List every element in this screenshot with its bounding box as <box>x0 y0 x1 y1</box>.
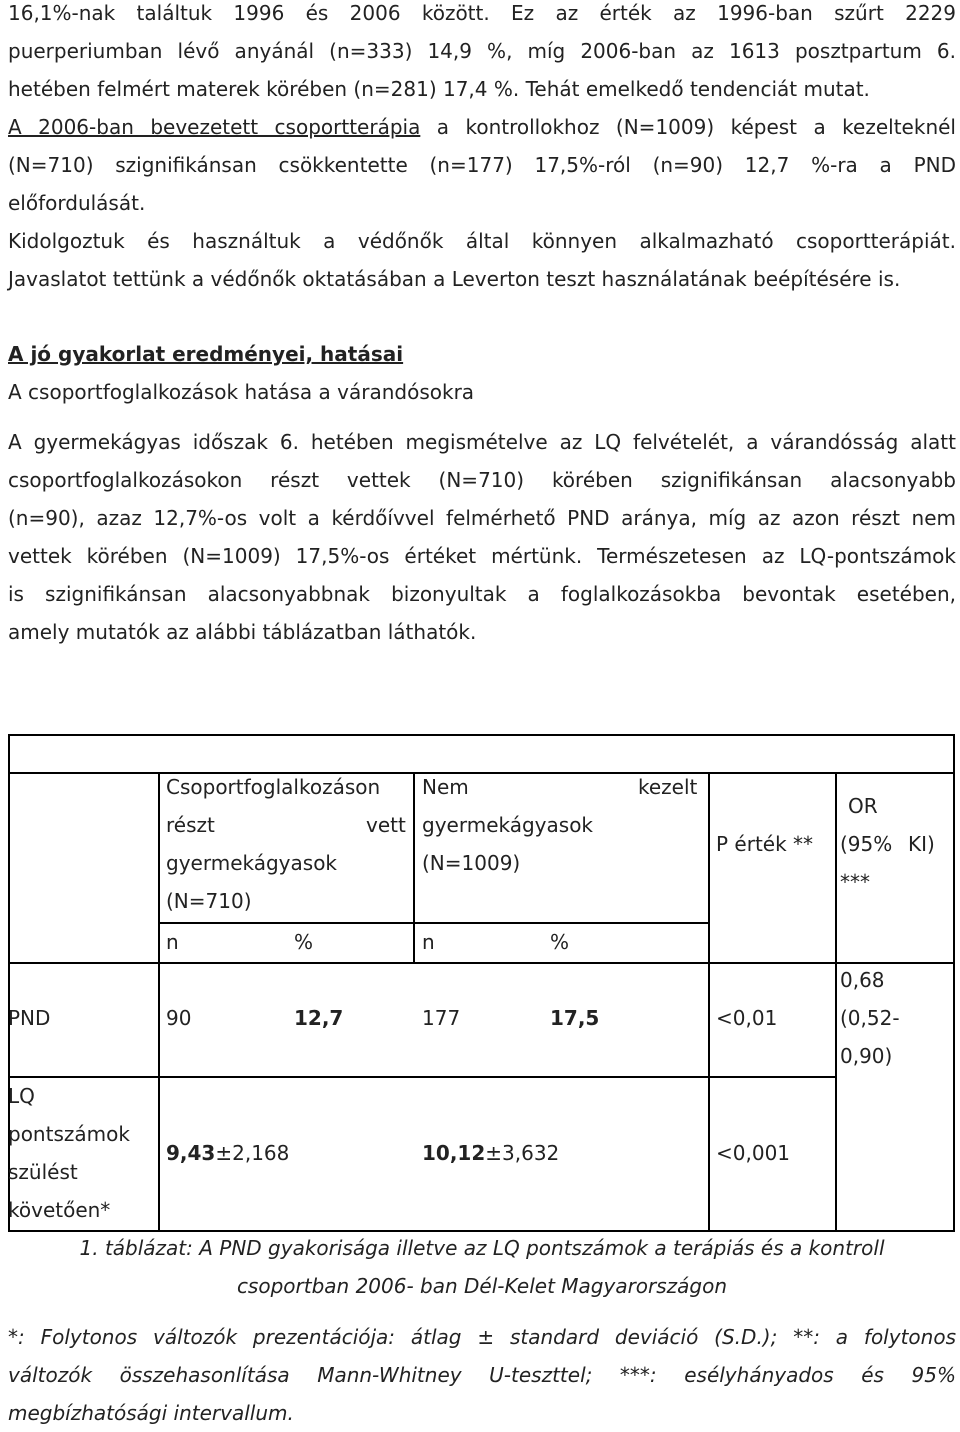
text-line: amely mutatók az alábbi táblázatban láthatók. <box>8 620 477 644</box>
row-label-pnd: PND <box>8 1006 51 1030</box>
section-subheading: A csoportfoglalkozások hatása a várandósokra <box>8 380 475 404</box>
caption-line: 1. táblázat: A PND gyakorisága illetve az LQ pontszámok a terápiás és a kontroll <box>79 1236 885 1260</box>
table-caption <box>8 1229 956 1305</box>
text-line: puerperiumban lévő anyánál (n=333) 14,9 %, míg 2006-ban az 1613 posztpartum 6. <box>8 39 956 63</box>
row-label-lq-line: szülést <box>8 1160 78 1184</box>
cell-treated-lq <box>166 1134 289 1172</box>
footnote-line: változók összehasonlítása Mann-Whitney U-teszttel; ***: esélyhányados és 95% <box>8 1363 956 1387</box>
cell-or-line: 0,90) <box>840 1044 893 1068</box>
footnote-line: megbízhatósági intervallum. <box>8 1401 294 1425</box>
caption-line: csoportban 2006- ban Dél-Kelet Magyarországon <box>236 1274 728 1298</box>
cell-control-percent: 17,5 <box>550 1006 600 1030</box>
results-table <box>8 734 960 1232</box>
cell-control-lq <box>422 1134 559 1172</box>
text-line: vettek körében (N=1009) 17,5%-os értéket mértünk. Természetesen az LQ-pontszámok <box>8 544 956 568</box>
header-treated-line: Csoportfoglalkozáson <box>166 775 381 799</box>
text-line: (N=710) szignifikánsan csökkentette (n=177) 17,5%-ról (n=90) 12,7 %-ra a PND <box>8 153 956 177</box>
text-line: hetében felmért materek körében (n=281) 17,4 %. Tehát emelkedő tendenciát mutat. <box>8 77 870 101</box>
intro-section <box>8 0 956 298</box>
header-control-line: gyermekágyasok <box>422 813 594 837</box>
cell-control-n: 177 <box>422 1006 461 1030</box>
subheader-n: n <box>166 930 179 954</box>
subheader-percent: % <box>550 930 570 954</box>
underlined-phrase: A 2006-ban bevezetett csoportterápia <box>8 115 421 139</box>
header-treated-line: vett <box>366 813 406 837</box>
row-label-lq-line: LQ <box>8 1084 35 1108</box>
header-control-line: kezelt <box>638 775 698 799</box>
header-treated-line: gyermekágyasok <box>166 851 338 875</box>
text-line: 16,1%-nak találtuk 1996 és 2006 között. Ez az érték az 1996-ban szűrt 2229 <box>8 1 956 25</box>
table-border <box>835 772 837 1232</box>
cell-or-line: (0,52- <box>840 1006 900 1030</box>
cell-or-line: 0,68 <box>840 968 885 992</box>
text-line: Kidolgoztuk és használtuk a védőnők által könnyen alkalmazható csoportterápiát. <box>8 229 956 253</box>
table-border <box>8 734 955 736</box>
header-or-line: OR <box>848 794 878 818</box>
text-fragment: a kontrollokhoz (N=1009) képest a kezelteknél <box>420 115 956 139</box>
text-line: (n=90), azaz 12,7%-os volt a kérdőívvel felmérhető PND aránya, míg az azon részt nem <box>8 506 956 530</box>
table-border <box>8 772 955 774</box>
header-or-line: (95% <box>840 832 893 856</box>
text-line: A gyermekágyas időszak 6. hetében megismételve az LQ felvételét, a várandósság alatt <box>8 430 956 454</box>
header-or-line: *** <box>840 870 870 894</box>
section-heading: A jó gyakorlat eredményei, hatásai <box>8 342 404 366</box>
table-border <box>413 772 415 962</box>
cell-treated-n: 90 <box>166 1006 192 1030</box>
subheader-n: n <box>422 930 435 954</box>
subheader-percent: % <box>294 930 314 954</box>
text-line: is szignifikánsan alacsonyabbnak bizonyultak a foglalkozásokba bevontak esetében, <box>8 582 956 606</box>
group-therapy-line <box>8 108 956 146</box>
table-border <box>8 1076 837 1078</box>
table-border <box>158 772 160 1232</box>
mean-value: 10,12 <box>422 1141 486 1165</box>
header-or-line: KI) <box>908 832 935 856</box>
header-treated-line: (N=710) <box>166 889 252 913</box>
footnote-line: *: Folytonos változók prezentációja: átlag ± standard deviáció (S.D.); **: a folytonos <box>8 1325 956 1349</box>
table-footnote <box>8 1318 956 1432</box>
sd-value: ±2,168 <box>215 1141 290 1165</box>
table-border <box>708 772 710 1232</box>
spacer <box>8 411 956 423</box>
table-border <box>953 734 955 1232</box>
row-label-lq-line: pontszámok <box>8 1122 130 1146</box>
results-section <box>8 335 956 651</box>
text-line: előfordulását. <box>8 191 146 215</box>
row-label-lq-line: követően* <box>8 1198 111 1222</box>
header-control-line: (N=1009) <box>422 851 521 875</box>
text-line: csoportfoglalkozásokon részt vettek (N=710) körében szignifikánsan alacsonyabb <box>8 468 956 492</box>
results-block <box>8 335 956 651</box>
header-control-line: Nem <box>422 775 469 799</box>
header-treated-line: részt <box>166 813 215 837</box>
intro-paragraph <box>8 0 956 298</box>
header-p-value: P érték ** <box>716 832 814 856</box>
mean-value: 9,43 <box>166 1141 216 1165</box>
cell-p-value: <0,001 <box>716 1141 791 1165</box>
table-border <box>8 962 955 964</box>
cell-treated-percent: 12,7 <box>294 1006 344 1030</box>
sd-value: ±3,632 <box>485 1141 560 1165</box>
text-line: Javaslatot tettünk a védőnők oktatásában a Leverton teszt használatának beépítésére is. <box>8 267 901 291</box>
cell-p-value: <0,01 <box>716 1006 778 1030</box>
